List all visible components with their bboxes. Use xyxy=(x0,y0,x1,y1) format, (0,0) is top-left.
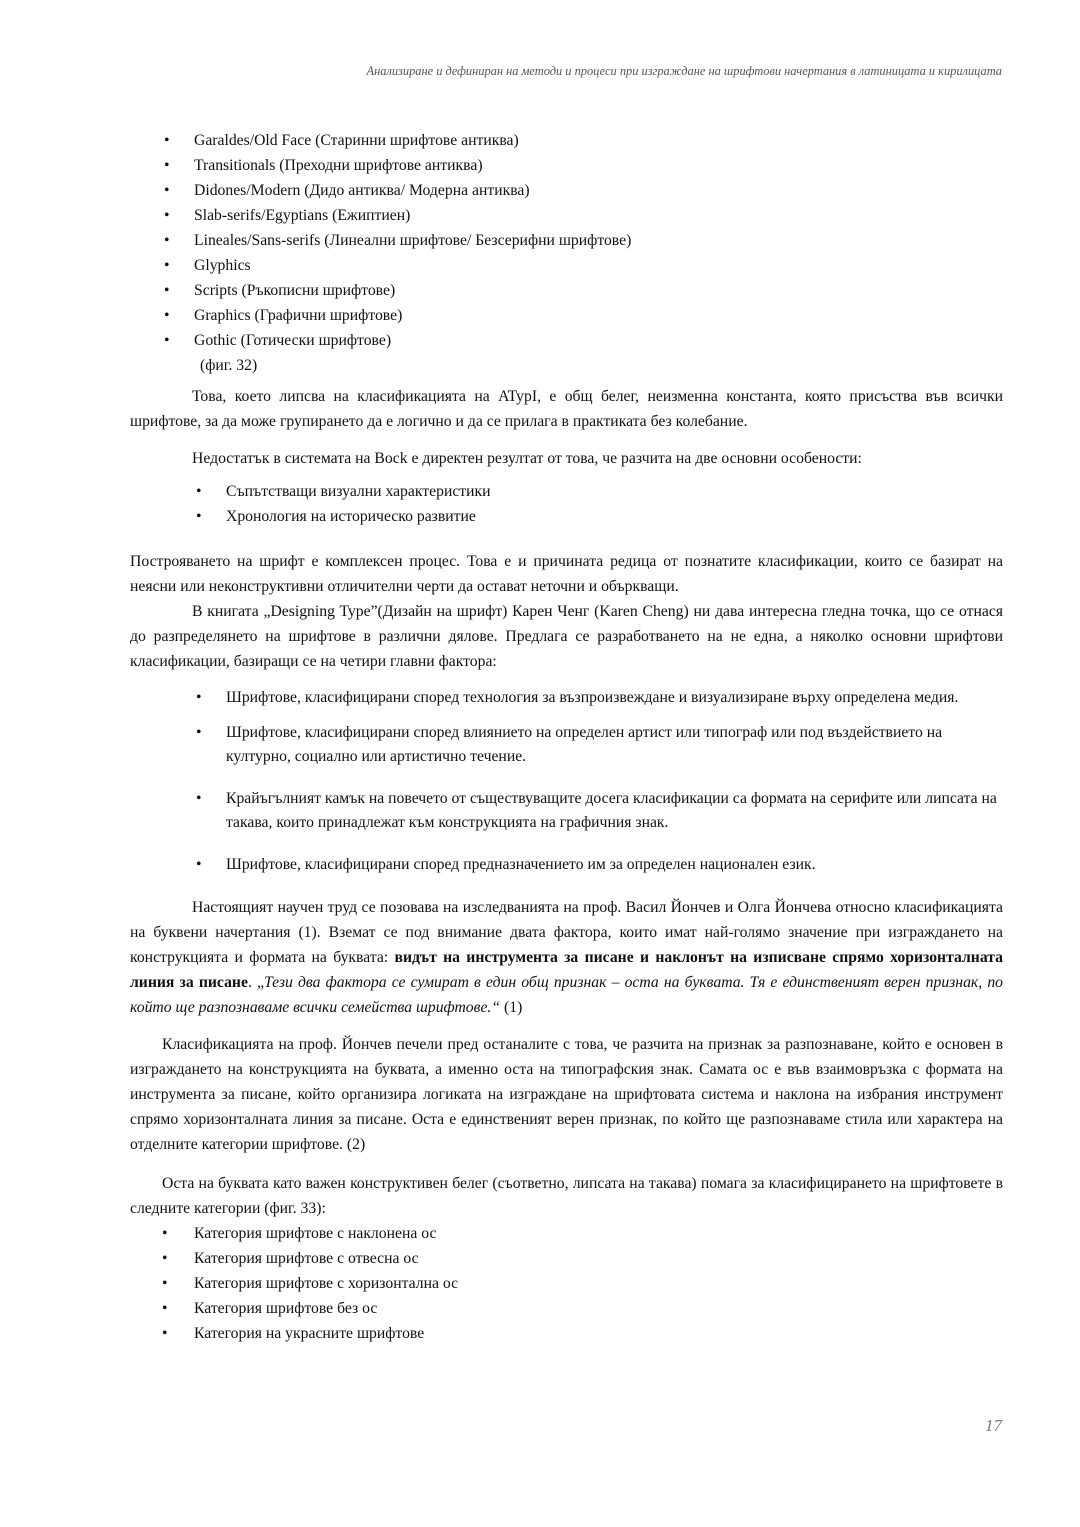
list-item: • Lineales/Sans-serifs (Линеални шрифтове/ Безсерифни шрифтове) xyxy=(194,228,1003,253)
bullet-icon: • xyxy=(164,157,170,174)
bullet-icon: • xyxy=(196,483,202,500)
categories-list xyxy=(130,1221,1003,1346)
list-item: • Garaldes/Old Face (Старинни шрифтове антиква) xyxy=(194,128,1003,153)
list-item: • Съпътстващи визуални характеристики xyxy=(226,479,1003,504)
bullet-icon: • xyxy=(164,282,170,299)
bullet-icon: • xyxy=(164,257,170,274)
bullet-icon: • xyxy=(196,789,202,807)
classification-list xyxy=(130,128,1003,353)
list-item: • Slab-serifs/Egyptians (Ежиптиен) xyxy=(194,203,1003,228)
list-item: • Категория шрифтове с отвесна ос xyxy=(194,1246,1003,1271)
bullet-icon: • xyxy=(162,1275,168,1292)
list-item: • Хронология на историческо развитие xyxy=(226,504,1003,529)
paragraph: Класификацията на проф. Йончев печели пред останалите с това, че разчита на признак за разпознаване, който е основен в изграждането на конструкцията на буквата, а именно оста на типографския знак. Самата ос е във взаимовръзка с формата на инструмента за писане, който организира логиката на изграждане на шрифтовата система и наклона на избрания инструмент спрямо хоризонталната линия за писане. Оста е единственият верен признак, по който ще разпознаваме стила или характера на отделните категории шрифтове. (2) xyxy=(130,1036,1003,1153)
list-item: • Категория на украсните шрифтове xyxy=(194,1321,1003,1346)
bullet-icon: • xyxy=(162,1325,168,1342)
bullet-icon: • xyxy=(196,855,202,873)
list-item: • Категория шрифтове без ос xyxy=(194,1296,1003,1321)
list-item: • Didones/Modern (Дидо антиква/ Модерна антиква) xyxy=(194,178,1003,203)
figure-reference: (фиг. 32) xyxy=(200,357,258,374)
bullet-icon: • xyxy=(164,207,170,224)
list-item: • Graphics (Графични шрифтове) xyxy=(194,303,1003,328)
bullet-icon: • xyxy=(164,182,170,199)
bullet-icon: • xyxy=(196,508,202,525)
bullet-icon: • xyxy=(164,232,170,249)
bullet-icon: • xyxy=(164,132,170,149)
bullet-icon: • xyxy=(162,1250,168,1267)
list-item: • Категория шрифтове с наклонена ос xyxy=(194,1221,1003,1246)
bullet-icon: • xyxy=(196,689,202,706)
list-item: • Шрифтове, класифицирани според технология за възпроизвеждане и визуализиране върху определена медия. xyxy=(226,686,1003,711)
list-item: • Glyphics xyxy=(194,253,1003,278)
paragraph: Това, което липсва на класификацията на ATypI, е общ белег, неизменна константа, която присъства във всички шрифтове, за да може групирането да е логично и да се прилага в практиката без колебание. xyxy=(130,388,1003,430)
paragraph: Построяването на шрифт е комплексен процес. Това е и причината редица от познатите класификации, които се базират на неясни или неконструктивни отличителни черти да остават неточни и объркващи. xyxy=(130,553,1003,595)
running-header: Анализиране и дефиниран на методи и процеси при изграждане на шрифтови начертания в латиницата и кирилицата xyxy=(366,64,1002,78)
factors-list xyxy=(130,686,1003,877)
list-item: • Категория шрифтове с хоризонтална ос xyxy=(194,1271,1003,1296)
list-item: • Transitionals (Преходни шрифтове антиква) xyxy=(194,153,1003,178)
page-body xyxy=(130,128,1003,1346)
features-list xyxy=(130,479,1003,529)
paragraph: Оста на буквата като важен конструктивен белег (съответно, липсата на такава) помага за класифицирането на шрифтовете в следните категории (фиг. 33): xyxy=(130,1175,1003,1217)
list-item: • Шрифтове, класифицирани според влиянието на определен артист или типограф или под въздействието на културно, социално или артистично течение. xyxy=(226,721,1003,770)
list-item: • Шрифтове, класифицирани според предназначението им за определен национален език. xyxy=(226,853,1003,878)
bullet-icon: • xyxy=(164,307,170,324)
paragraph: В книгата „Designing Type”(Дизайн на шрифт) Карен Ченг (Karen Cheng) ни дава интересна гледна точка, що се отнася до разпределянето на шрифтове в различни дялове. Предлага се разработването на не една, а няколко основни шрифтови класификации, базиращи се на четири главни фактора: xyxy=(130,603,1003,670)
paragraph: Настоящият научен труд се позовава на изследванията на проф. Васил Йончев и Олга Йончева относно класификацията на буквени начертания (1). Вземат се под внимание двата фактора, които имат най-голямо значение при изграждането на конструкцията и формата на буквата: видът на инструмента за писане и наклонът на изписване спрямо хоризонталната линия за писане. „Тези два фактора се сумират в един общ признак – оста на буквата. Тя е единственият верен признак, по който ще разпознаваме всички семейства шрифтове.“ (1) xyxy=(130,899,1004,1016)
list-item: • Scripts (Ръкописни шрифтове) xyxy=(194,278,1003,303)
bullet-icon: • xyxy=(164,332,170,349)
paragraph: Недостатък в системата на Bock е директен резултат от това, че разчита на две основни особености: xyxy=(192,450,862,467)
list-item: • Крайъгълният камък на повечето от съществуващите досега класификации са формата на серифите или липсата на такава, които принадлежат към конструкцията на графичния знак. xyxy=(226,787,1003,836)
bullet-icon: • xyxy=(162,1300,168,1317)
bullet-icon: • xyxy=(196,723,202,741)
page-number: 17 xyxy=(985,1416,1002,1435)
list-item: • Gothic (Готически шрифтове) xyxy=(194,328,1003,353)
bullet-icon: • xyxy=(162,1225,168,1242)
